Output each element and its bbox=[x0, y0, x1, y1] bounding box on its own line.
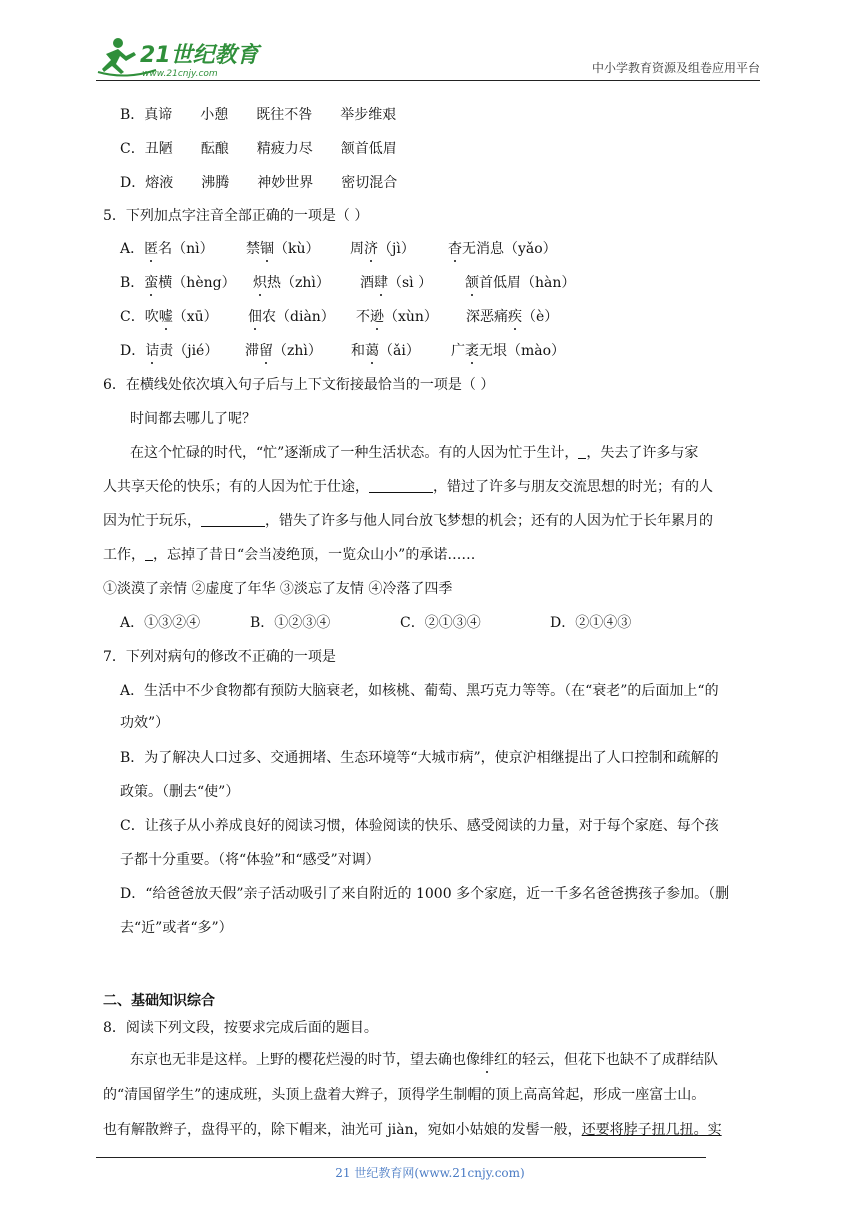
q8-stem: 8．阅读下列文段，按要求完成后面的题目。 bbox=[103, 1020, 378, 1036]
q7-option-a-line-1: A．生活中不少食物都有预防大脑衰老，如核桃、葡萄、黑巧克力等等。（在“衰老”的后面加上“的 bbox=[120, 683, 719, 699]
q6-passage-line-1: 在这个忙碌的时代，“忙”逐渐成了一种生活状态。有的人因为忙于生计， ，失去了许多与家 bbox=[130, 445, 699, 461]
q6-passage-line-3: 因为忙于玩乐， ，错失了许多与他人同台放飞梦想的机会；还有的人因为忙于长年累月的 bbox=[103, 513, 713, 529]
q6-option-b: B．①②③④ bbox=[250, 615, 331, 631]
q8-passage-line-2: 的“清国留学生”的速成班，头顶上盘着大辫子，顶得学生制帽的顶上高高耸起，形成一座富士山。 bbox=[103, 1087, 706, 1103]
q7-option-c-line-2: 子都十分重要。（将“体验”和“感受”对调） bbox=[120, 852, 380, 868]
q5-option-a: A．匿名（nì） 禁锢（kù） 周济（jì） 杳无消息（yǎo） bbox=[120, 241, 557, 257]
q8-passage-line-3: 也有解散辫子，盘得平的，除下帽来，油光可 jiàn，宛如小姑娘的发髻一般，还要将脖子扭几扭。实 bbox=[103, 1122, 722, 1138]
q4-b-word-1: B．真谛 bbox=[120, 107, 173, 123]
q4-c-word-2: 酝酿 bbox=[200, 141, 229, 157]
q7-stem: 7．下列对病句的修改不正确的一项是 bbox=[103, 649, 336, 665]
footer-link[interactable]: 21 世纪教育网(www.21cnjy.com) bbox=[335, 1166, 525, 1180]
q4-c-word-4: 颔首低眉 bbox=[340, 141, 397, 157]
q4-d-word-4: 密切混合 bbox=[341, 175, 398, 191]
q5-stem: 5．下列加点字注音全部正确的一项是（ ） bbox=[103, 208, 369, 224]
q8-passage-line-1: 东京也无非是这样。上野的樱花烂漫的时节，望去确也像绯红的轻云，但花下也缺不了成群结队 bbox=[130, 1052, 718, 1068]
q6-question: 时间都去哪儿了呢？ bbox=[130, 411, 256, 427]
q4-c-word-1: C．丑陋 bbox=[120, 141, 173, 157]
q4-d-word-1: D．熔液 bbox=[120, 175, 174, 191]
q4-b-word-2: 小憩 bbox=[200, 107, 229, 123]
q4-option-b bbox=[120, 105, 396, 125]
header-divider bbox=[96, 80, 760, 81]
q7-option-d-line-2: 去“近”或者“多”） bbox=[120, 920, 233, 936]
q4-b-word-3: 既往不咎 bbox=[256, 107, 313, 123]
q6-option-d: D．②①④③ bbox=[550, 615, 632, 631]
q6-option-c: C．②①③④ bbox=[400, 615, 481, 631]
logo-graphic bbox=[96, 34, 296, 80]
page-header bbox=[96, 34, 760, 80]
q6-option-a: A．①③②④ bbox=[120, 615, 201, 631]
q7-option-a-line-2: 功效”） bbox=[120, 715, 170, 731]
q4-d-word-2: 沸腾 bbox=[201, 175, 230, 191]
q5-option-c: C．吹嘘（xū） 佃农（diàn） 不逊（xùn） 深恶痛疾（è） bbox=[120, 309, 559, 325]
q7-option-d-line-1: D．“给爸爸放天假”亲子活动吸引了来自附近的 1000 多个家庭，近一千多名爸爸携孩子参加。（删 bbox=[120, 886, 730, 902]
q7-option-c-line-1: C．让孩子从小养成良好的阅读习惯，体验阅读的快乐、感受阅读的力量，对于每个家庭、每个孩 bbox=[120, 818, 719, 834]
q6-passage-line-4: 工作， ，忘掉了昔日“会当凌绝顶，一览众山小”的承诺…… bbox=[103, 547, 476, 563]
q4-d-word-3: 神妙世界 bbox=[257, 175, 314, 191]
q5-option-b: B．蛮横（hèng） 炽热（zhì） 酒肆（sì ） 颔首低眉（hàn） bbox=[120, 275, 576, 291]
q5-option-d: D．诘责（jié） 滞留（zhì） 和蔼（ǎi） 广袤无垠（mào） bbox=[120, 343, 566, 359]
q7-option-b-line-1: B．为了解决人口过多、交通拥堵、生态环境等“大城市病”，使京沪相继提出了人口控制和疏解的 bbox=[120, 750, 719, 766]
q7-option-b-line-2: 政策。（删去“使”） bbox=[120, 784, 240, 800]
q6-phrases: ①淡漠了亲情 ②虚度了年华 ③淡忘了友情 ④冷落了四季 bbox=[103, 581, 453, 597]
section-heading: 二、基础知识综合 bbox=[103, 993, 215, 1009]
platform-name: 中小学教育资源及组卷应用平台 bbox=[591, 61, 760, 75]
logo-text: 21世纪教育 bbox=[140, 43, 259, 68]
q4-c-word-3: 精疲力尽 bbox=[256, 141, 313, 157]
q4-option-c bbox=[120, 139, 397, 159]
logo-url: www.21cnjy.com bbox=[142, 69, 218, 79]
q4-b-word-4: 举步维艰 bbox=[340, 107, 397, 123]
footer-divider bbox=[96, 1157, 706, 1158]
q6-passage-line-2: 人共享天伦的快乐；有的人因为忙于仕途， ，错过了许多与朋友交流思想的时光；有的人 bbox=[103, 479, 713, 495]
q4-option-d bbox=[120, 173, 397, 193]
q6-stem: 6．在横线处依次填入句子后与上下文衔接最恰当的一项是（ ） bbox=[103, 377, 495, 393]
site-logo bbox=[96, 34, 296, 80]
q6-options bbox=[120, 613, 631, 633]
